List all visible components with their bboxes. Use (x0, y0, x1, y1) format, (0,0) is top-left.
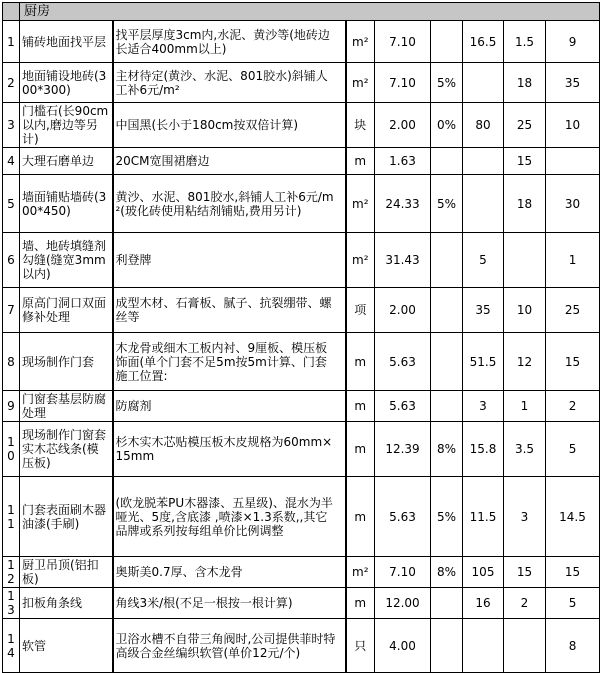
cell-unit: m (346, 477, 375, 557)
cell-value1 (463, 175, 504, 233)
cell-unit: m (346, 588, 375, 619)
cell-unit: 项 (346, 288, 375, 333)
cell-item-name: 大理石磨单边 (20, 148, 113, 175)
cell-value1: 11.5 (463, 477, 504, 557)
cell-value2: 12 (504, 333, 546, 391)
table-row (3, 391, 600, 422)
cell-item-name: 门套表面刷木器油漆(手刷) (20, 477, 113, 557)
table-row (3, 422, 600, 477)
cell-percentage: 0% (431, 103, 463, 148)
section-header-corner-cell (3, 3, 20, 21)
cell-percentage: 8% (431, 422, 463, 477)
cell-value3: 15 (546, 333, 600, 391)
cell-row-number: 2 (3, 63, 20, 103)
cell-percentage (431, 619, 463, 673)
cell-row-number: 13 (3, 588, 20, 619)
cell-item-name: 扣板角条线 (20, 588, 113, 619)
cell-quantity: 4.00 (375, 619, 431, 673)
cell-quantity: 12.39 (375, 422, 431, 477)
table-row (3, 588, 600, 619)
cell-value3: 8 (546, 619, 600, 673)
cell-value1 (463, 148, 504, 175)
cell-value3: 15 (546, 557, 600, 588)
cell-item-name: 铺砖地面找平层 (20, 21, 113, 63)
cell-value3: 14.5 (546, 477, 600, 557)
cell-value2 (504, 233, 546, 288)
table-row (3, 619, 600, 673)
cell-value2: 2 (504, 588, 546, 619)
cell-value3: 1 (546, 233, 600, 288)
cell-item-description: 20CM宽围裙磨边 (113, 148, 346, 175)
table-row (3, 63, 600, 103)
cell-value1: 105 (463, 557, 504, 588)
cell-row-number: 6 (3, 233, 20, 288)
cell-quantity: 1.63 (375, 148, 431, 175)
cell-value2: 1.5 (504, 21, 546, 63)
cell-unit: m (346, 148, 375, 175)
cell-quantity: 7.10 (375, 557, 431, 588)
cell-value2: 18 (504, 175, 546, 233)
cell-value2: 3.5 (504, 422, 546, 477)
cell-value1 (463, 619, 504, 673)
cell-value1: 80 (463, 103, 504, 148)
cell-item-description: 杉木实木芯贴模压板木皮规格为60mm×15mm (113, 422, 346, 477)
cell-value1 (463, 63, 504, 103)
cell-value3 (546, 148, 600, 175)
cell-row-number: 9 (3, 391, 20, 422)
cell-value3: 30 (546, 175, 600, 233)
cell-percentage: 8% (431, 557, 463, 588)
cell-percentage: 5% (431, 477, 463, 557)
cell-item-description: 奥斯美0.7厚、含木龙骨 (113, 557, 346, 588)
cell-value3: 10 (546, 103, 600, 148)
cell-item-name: 墙面铺贴墙砖(300*450) (20, 175, 113, 233)
cell-percentage: 5% (431, 175, 463, 233)
cell-row-number: 11 (3, 477, 20, 557)
cell-value1: 16.5 (463, 21, 504, 63)
cell-quantity: 5.63 (375, 391, 431, 422)
cell-item-description: 木龙骨或细木工板内衬、9厘板、模压板饰面(单个门套不足5m按5m计算、门套施工位置: (113, 333, 346, 391)
cell-row-number: 10 (3, 422, 20, 477)
section-title: 厨房 (20, 3, 600, 21)
cell-item-description: 主材待定(黄沙、水泥、801胶水)斜铺人工补6元/m² (113, 63, 346, 103)
cell-quantity: 7.10 (375, 21, 431, 63)
cell-unit: 块 (346, 103, 375, 148)
cell-item-name: 原高门洞口双面修补处理 (20, 288, 113, 333)
kitchen-quote-table (2, 2, 600, 673)
cell-item-name: 门窗套基层防腐处理 (20, 391, 113, 422)
table-row (3, 288, 600, 333)
cell-item-name: 门槛石(长90cm以内,磨边等另计) (20, 103, 113, 148)
cell-value1: 35 (463, 288, 504, 333)
cell-value1: 3 (463, 391, 504, 422)
cell-item-description: 防腐剂 (113, 391, 346, 422)
table-row (3, 21, 600, 63)
cell-row-number: 1 (3, 21, 20, 63)
cell-unit: m² (346, 63, 375, 103)
cell-percentage: 5% (431, 63, 463, 103)
cell-value2: 15 (504, 557, 546, 588)
cell-row-number: 5 (3, 175, 20, 233)
cell-quantity: 5.63 (375, 477, 431, 557)
cell-value3: 9 (546, 21, 600, 63)
cell-unit: m (346, 333, 375, 391)
cell-percentage (431, 21, 463, 63)
cell-percentage (431, 333, 463, 391)
quote-sheet (2, 2, 599, 673)
cell-item-description: 卫浴水槽不自带三角阀时,公司提供菲时特高级合金丝编织软管(单价12元/个) (113, 619, 346, 673)
cell-item-name: 现场制作门窗套实木芯线条(模压板) (20, 422, 113, 477)
cell-quantity: 7.10 (375, 63, 431, 103)
cell-item-description: 角线3米/根(不足一根按一根计算) (113, 588, 346, 619)
cell-value2: 3 (504, 477, 546, 557)
cell-unit: m² (346, 233, 375, 288)
cell-item-name: 软管 (20, 619, 113, 673)
cell-percentage (431, 233, 463, 288)
table-row (3, 148, 600, 175)
cell-value3: 2 (546, 391, 600, 422)
cell-value2: 1 (504, 391, 546, 422)
cell-unit: m (346, 422, 375, 477)
cell-row-number: 8 (3, 333, 20, 391)
cell-unit: m² (346, 175, 375, 233)
cell-item-name: 地面铺设地砖(300*300) (20, 63, 113, 103)
table-row (3, 477, 600, 557)
cell-value1: 51.5 (463, 333, 504, 391)
cell-value3: 35 (546, 63, 600, 103)
cell-percentage (431, 148, 463, 175)
cell-value2: 25 (504, 103, 546, 148)
cell-value1: 15.8 (463, 422, 504, 477)
cell-unit: m² (346, 557, 375, 588)
cell-value3: 25 (546, 288, 600, 333)
cell-unit: m² (346, 21, 375, 63)
cell-unit: m (346, 391, 375, 422)
cell-row-number: 14 (3, 619, 20, 673)
cell-quantity: 2.00 (375, 288, 431, 333)
cell-quantity: 12.00 (375, 588, 431, 619)
cell-row-number: 12 (3, 557, 20, 588)
cell-value2: 18 (504, 63, 546, 103)
cell-item-name: 墙、地砖填缝剂勾缝(缝宽3mm以内) (20, 233, 113, 288)
cell-item-name: 厨卫吊顶(铝扣板) (20, 557, 113, 588)
cell-item-description: (欧龙脱苯PU木器漆、五星级)、混水为半哑光、5度,含底漆 ,喷漆×1.3系数,,其它品牌或系列按每组单价比例调整 (113, 477, 346, 557)
cell-item-description: 成型木材、石膏板、腻子、抗裂绷带、螺丝等 (113, 288, 346, 333)
table-row (3, 333, 600, 391)
cell-quantity: 24.33 (375, 175, 431, 233)
cell-value1: 16 (463, 588, 504, 619)
table-row (3, 233, 600, 288)
cell-unit: 只 (346, 619, 375, 673)
cell-value1: 5 (463, 233, 504, 288)
cell-item-description: 找平层厚度3cm内,水泥、黄沙等(地砖边长适合400mm以上) (113, 21, 346, 63)
table-row (3, 557, 600, 588)
cell-value2: 15 (504, 148, 546, 175)
cell-percentage (431, 391, 463, 422)
cell-row-number: 4 (3, 148, 20, 175)
cell-quantity: 2.00 (375, 103, 431, 148)
cell-item-name: 现场制作门套 (20, 333, 113, 391)
cell-row-number: 3 (3, 103, 20, 148)
cell-percentage (431, 588, 463, 619)
table-row (3, 103, 600, 148)
table-body (3, 21, 600, 673)
cell-value3: 5 (546, 422, 600, 477)
cell-value2: 10 (504, 288, 546, 333)
cell-value2 (504, 619, 546, 673)
cell-quantity: 5.63 (375, 333, 431, 391)
table-row (3, 175, 600, 233)
cell-item-description: 中国黑(长小于180cm按双倍计算) (113, 103, 346, 148)
cell-item-description: 黄沙、水泥、801胶水,斜铺人工补6元/m²(玻化砖使用粘结剂铺贴,费用另计) (113, 175, 346, 233)
cell-row-number: 7 (3, 288, 20, 333)
section-header-row (3, 3, 600, 21)
cell-value3: 5 (546, 588, 600, 619)
cell-quantity: 31.43 (375, 233, 431, 288)
cell-percentage (431, 288, 463, 333)
cell-item-description: 利登牌 (113, 233, 346, 288)
